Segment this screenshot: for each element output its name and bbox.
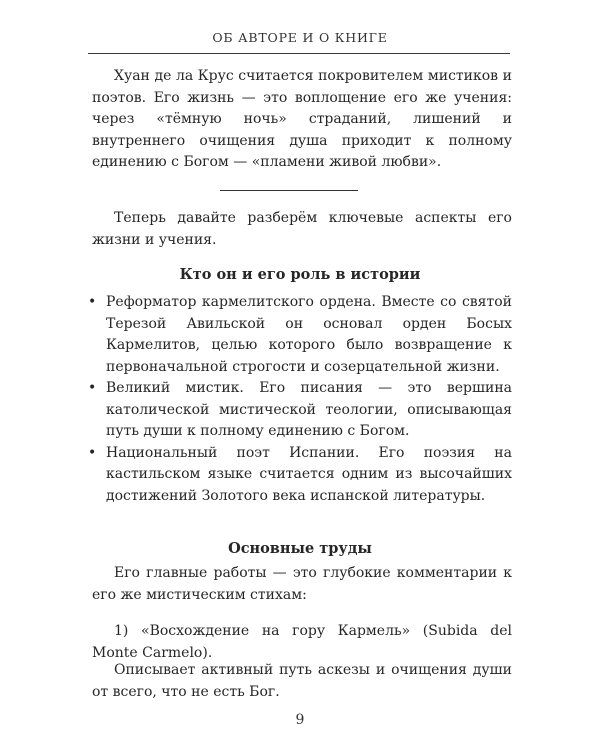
section-heading-role: Кто он и его роль в истории	[179, 266, 421, 283]
list-item	[86, 378, 512, 443]
list-item-text: Реформатор кармелитского ордена. Вместе со святой Терезой Авильской он основал орден Босых Кармелитов, целью которого было возвращение к первоначальной строгости и созерцательной жизни.	[106, 294, 512, 375]
work-1-description: Описывает активный путь аскезы и очищения души от всего, что не есть Бог.	[92, 662, 512, 700]
role-bullet-list	[86, 292, 512, 507]
bullet-icon: •	[88, 444, 97, 461]
header-rule	[88, 53, 510, 54]
section-heading-works: Основные труды	[228, 540, 372, 557]
page-number: 9	[295, 712, 305, 728]
bullet-icon: •	[88, 294, 97, 310]
works-intro-paragraph: Его главные работы — это глубокие комментарии к его же мистическим стихам:	[92, 565, 512, 603]
list-item-text: Великий мистик. Его писания — это вершина католической мистической теологии, описывающая путь души к полному единению с Богом.	[106, 380, 512, 439]
intro-paragraph: Хуан де ла Крус считается покровителем мистиков и поэтов. Его жизнь — это воплощение его же учения: через «тёмную ночь» страданий, лишений и внутреннего очищения душа приходит к полному единению с Богом — «пламени живой любви».	[92, 68, 512, 170]
list-item-text: Национальный поэт Испании. Его поэзия на кастильском языке считается одним из высочайших достижений Золотого века испанской литературы.	[106, 444, 512, 504]
bullet-icon: •	[88, 380, 97, 396]
list-item	[86, 292, 512, 378]
transition-paragraph: Теперь давайте разберём ключевые аспекты его жизни и учения.	[92, 210, 512, 248]
work-1-title: 1) «Восхождение на гору Кармель» (Subida del Monte Carmelo).	[92, 623, 512, 661]
section-divider	[220, 190, 358, 191]
running-head: ОБ АВТОРЕ И О КНИГЕ	[212, 30, 388, 45]
list-item	[86, 443, 512, 508]
